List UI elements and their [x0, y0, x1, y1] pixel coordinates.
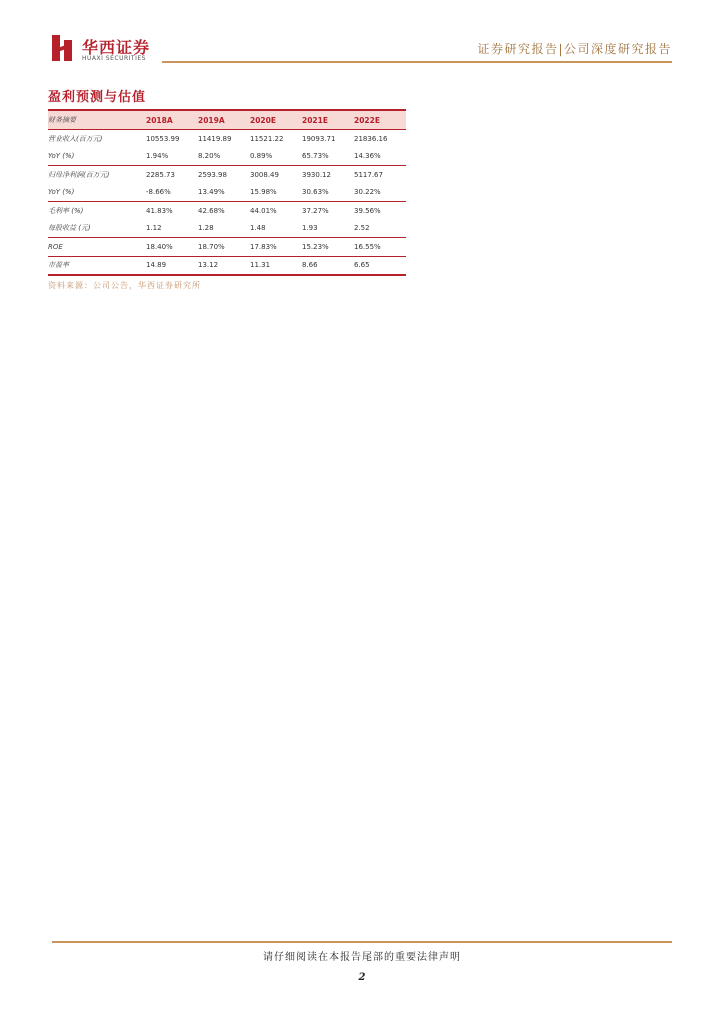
cell-value: 2.52	[354, 224, 370, 233]
cell-value: 39.56%	[354, 202, 406, 220]
cell-value: 17.83%	[250, 238, 302, 257]
financial-summary-table	[48, 109, 406, 276]
cell-value: 11.31	[250, 256, 302, 275]
section-title: 盈利预测与估值	[48, 90, 147, 105]
cell-value: 3008.49	[250, 166, 302, 184]
cell-value: 2285.73	[146, 166, 198, 184]
table-row	[48, 184, 406, 202]
report-type: 证券研究报告|公司深度研究报告	[477, 42, 672, 56]
legal-disclaimer: 请仔细阅读在本报告尾部的重要法律声明	[263, 952, 461, 963]
table-row	[48, 238, 406, 257]
cell-value: 18.70%	[198, 238, 250, 257]
cell-value: 44.01%	[250, 202, 302, 220]
row-label: 每股收益 (元)	[48, 224, 91, 233]
row-label: ROE	[48, 238, 146, 257]
cell-value: 65.73%	[302, 152, 329, 161]
brand-name-en: HUAXI SECURITIES	[82, 55, 146, 62]
year-header: 2020E	[250, 110, 302, 130]
cell-value: 2593.98	[198, 166, 250, 184]
header-divider	[162, 61, 672, 63]
cell-value: 41.83%	[146, 202, 198, 220]
cell-value: 13.49%	[198, 188, 225, 197]
cell-value: 15.98%	[250, 188, 277, 197]
data-source-note: 资料来源：公司公告，华西证券研究所	[48, 281, 201, 290]
year-header: 2019A	[198, 110, 250, 130]
cell-value: 18.40%	[146, 238, 198, 257]
year-header: 2018A	[146, 110, 198, 130]
table-row	[48, 166, 406, 184]
table-row	[48, 148, 406, 166]
row-label: 营业收入(百万元)	[48, 130, 146, 148]
cell-value: 1.93	[302, 224, 318, 233]
page-number: 2	[358, 972, 366, 983]
brand-name-cn: 华西证券	[82, 38, 151, 57]
cell-value: 30.22%	[354, 188, 381, 197]
cell-value: 42.68%	[198, 202, 250, 220]
cell-value: -8.66%	[146, 188, 171, 197]
cell-value: 8.20%	[198, 152, 221, 161]
cell-value: 3930.12	[302, 166, 354, 184]
row-label: 市盈率	[48, 256, 146, 275]
cell-value: 1.12	[146, 224, 162, 233]
row-label: 归母净利润(百万元)	[48, 166, 146, 184]
row-label: YoY (%)	[48, 188, 75, 197]
cell-value: 0.89%	[250, 152, 273, 161]
table-header-label: 财务摘要	[48, 110, 146, 130]
cell-value: 21836.16	[354, 130, 406, 148]
row-label: 毛利率 (%)	[48, 202, 146, 220]
cell-value: 5117.67	[354, 166, 406, 184]
year-header: 2022E	[354, 110, 406, 130]
cell-value: 14.89	[146, 256, 198, 275]
cell-value: 19093.71	[302, 130, 354, 148]
cell-value: 16.55%	[354, 238, 406, 257]
cell-value: 14.36%	[354, 152, 381, 161]
table-row	[48, 220, 406, 238]
cell-value: 10553.99	[146, 130, 198, 148]
table-row	[48, 202, 406, 220]
cell-value: 1.94%	[146, 152, 169, 161]
cell-value: 1.48	[250, 224, 266, 233]
year-header: 2021E	[302, 110, 354, 130]
cell-value: 1.28	[198, 224, 214, 233]
huaxi-logo-icon	[52, 35, 78, 61]
table-row	[48, 130, 406, 148]
cell-value: 13.12	[198, 256, 250, 275]
cell-value: 30.63%	[302, 188, 329, 197]
cell-value: 8.66	[302, 256, 354, 275]
cell-value: 37.27%	[302, 202, 354, 220]
row-label: YoY (%)	[48, 152, 75, 161]
cell-value: 11419.89	[198, 130, 250, 148]
table-header-row	[48, 110, 406, 130]
cell-value: 11521.22	[250, 130, 302, 148]
table-row	[48, 256, 406, 275]
cell-value: 6.65	[354, 256, 406, 275]
footer-divider	[52, 941, 672, 943]
cell-value: 15.23%	[302, 238, 354, 257]
